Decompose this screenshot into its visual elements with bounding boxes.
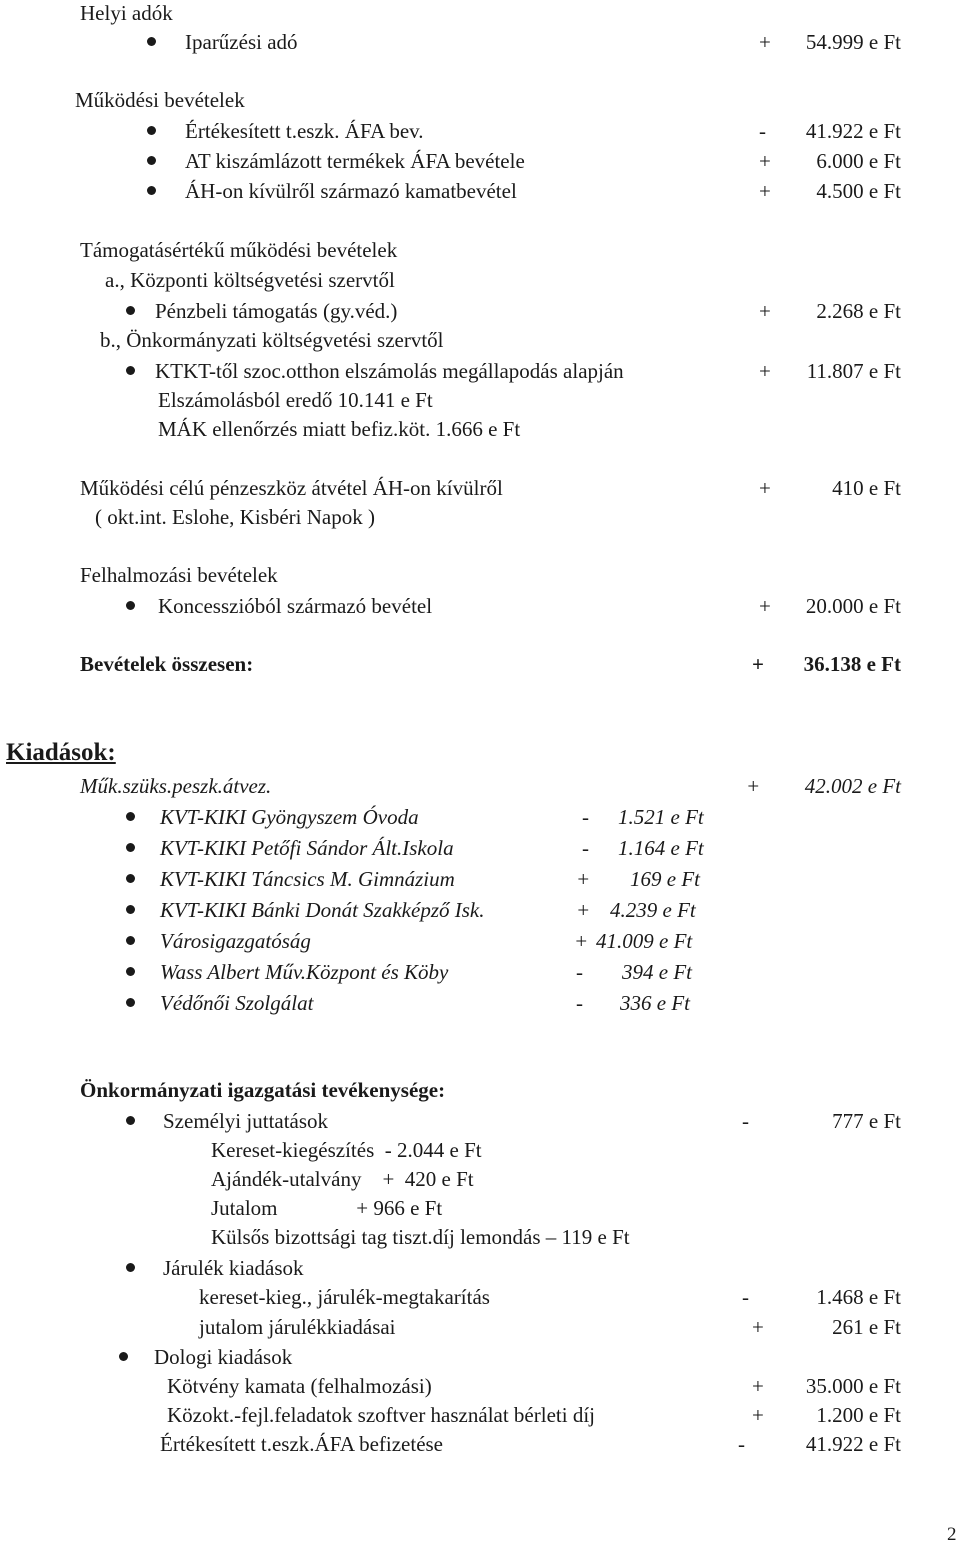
item-label: Dologi kiadások — [154, 1345, 293, 1369]
item-value: 1.164 e Ft — [618, 836, 704, 860]
detail-line: Jutalom + 966 e Ft — [211, 1196, 443, 1220]
total-sign: + — [752, 652, 764, 676]
item-value: 41.922 e Ft — [805, 1432, 901, 1456]
item-sign: + — [752, 1403, 764, 1427]
item-sign: - — [582, 836, 589, 860]
item-label: Értékesített t.eszk. ÁFA bev. — [185, 119, 424, 143]
bullet-icon — [126, 874, 135, 883]
subheading-muk: Műk.szüks.peszk.átvez. — [80, 774, 272, 798]
item-sign: - — [759, 119, 766, 143]
item-value: 4.500 e Ft — [816, 179, 901, 203]
detail-line: Külsős bizottsági tag tiszt.díj lemondás – 119 e Ft — [211, 1225, 630, 1249]
item-label: KVT-KIKI Táncsics M. Gimnázium — [160, 867, 455, 891]
detail-line: Kereset-kiegészítés - 2.044 e Ft — [211, 1138, 482, 1162]
subheading-a: a., Központi költségvetési szervtől — [105, 268, 395, 292]
item-sign: + — [759, 476, 771, 500]
item-value: 2.268 e Ft — [816, 299, 901, 323]
item-sign: + — [576, 898, 591, 922]
item-sign: - — [738, 1432, 745, 1456]
item-label: Személyi juttatások — [163, 1109, 329, 1133]
item-value: 169 e Ft — [630, 867, 700, 891]
item-value: 41.922 e Ft — [805, 119, 901, 143]
item-value: 6.000 e Ft — [816, 149, 901, 173]
item-label: Pénzbeli támogatás (gy.véd.) — [155, 299, 398, 323]
bullet-icon — [126, 905, 135, 914]
item-sign: - — [576, 960, 583, 984]
item-value: 1.200 e Ft — [816, 1403, 901, 1427]
item-value: 336 e Ft — [620, 991, 690, 1015]
detail-line: Ajándék-utalvány + 420 e Ft — [211, 1167, 474, 1191]
item-value: 20.000 e Ft — [805, 594, 901, 618]
section-line-penzeszkoz: Működési célú pénzeszköz átvétel ÁH-on kívülről — [80, 476, 503, 500]
item-label: AT kiszámlázott termékek ÁFA bevétele — [185, 149, 525, 173]
item-label: kereset-kieg., járulék-megtakarítás — [199, 1285, 490, 1309]
item-label: Védőnői Szolgálat — [160, 991, 314, 1015]
item-label: KVT-KIKI Gyöngyszem Óvoda — [160, 805, 419, 829]
bullet-icon — [147, 126, 156, 135]
bullet-icon — [126, 936, 135, 945]
item-label: ÁH-on kívülről származó kamatbevétel — [185, 179, 517, 203]
item-label: Járulék kiadások — [163, 1256, 304, 1280]
item-label: KVT-KIKI Bánki Donát Szakképző Isk. — [160, 898, 485, 922]
item-value: 394 e Ft — [622, 960, 692, 984]
bullet-icon — [119, 1352, 128, 1361]
item-value: 41.009 e Ft — [596, 929, 693, 953]
bullet-icon — [147, 37, 156, 46]
bullet-icon — [126, 967, 135, 976]
item-sign: + — [759, 299, 771, 323]
bullet-icon — [126, 998, 135, 1007]
item-sign: + — [759, 359, 771, 383]
section-heading-tamogatasertek: Támogatásértékű működési bevételek — [80, 238, 398, 262]
total-label: Bevételek összesen: — [80, 652, 254, 676]
item-label: Kötvény kamata (felhalmozási) — [167, 1374, 432, 1398]
item-label: Értékesített t.eszk.ÁFA befizetése — [160, 1432, 444, 1456]
page-number: 2 — [947, 1524, 957, 1545]
item-value: 35.000 e Ft — [805, 1374, 901, 1398]
item-label: Városigazgatóság — [160, 929, 311, 953]
section-heading-onkormanyzati: Önkormányzati igazgatási tevékenysége: — [80, 1078, 446, 1102]
bullet-icon — [126, 306, 135, 315]
item-value: 1.521 e Ft — [618, 805, 704, 829]
item-sign: - — [576, 991, 583, 1015]
note-line: Elszámolásból eredő 10.141 e Ft — [158, 388, 433, 412]
item-sign: + — [574, 929, 589, 953]
note-line: MÁK ellenőrzés miatt befiz.köt. 1.666 e Ft — [158, 417, 521, 441]
item-sign: - — [742, 1285, 749, 1309]
item-sign: + — [746, 774, 761, 798]
item-sign: + — [759, 594, 771, 618]
item-sign: - — [742, 1109, 749, 1133]
section-heading-kiadasok: Kiadások: — [6, 739, 116, 766]
item-sign: - — [582, 805, 589, 829]
item-sign: + — [752, 1374, 764, 1398]
item-sign: + — [752, 1315, 764, 1339]
item-label: jutalom járulékkiadásai — [199, 1315, 396, 1339]
item-sign: + — [576, 867, 591, 891]
item-value: 410 e Ft — [832, 476, 901, 500]
bullet-icon — [126, 601, 135, 610]
section-heading-helyi-adok: Helyi adók — [80, 1, 173, 25]
section-heading-mukodesi-bevetelek: Működési bevételek — [75, 88, 245, 112]
item-value: 1.468 e Ft — [816, 1285, 901, 1309]
item-value: 11.807 e Ft — [806, 359, 901, 383]
note-line: ( okt.int. Eslohe, Kisbéri Napok ) — [95, 505, 375, 529]
item-value: 261 e Ft — [832, 1315, 901, 1339]
item-value: 4.239 e Ft — [610, 898, 696, 922]
bullet-icon — [147, 186, 156, 195]
bullet-icon — [126, 366, 135, 375]
item-value: 777 e Ft — [832, 1109, 901, 1133]
item-label: Koncesszióból származó bevétel — [158, 594, 433, 618]
item-label: Wass Albert Műv.Központ és Köby — [160, 960, 449, 984]
bullet-icon — [147, 156, 156, 165]
subheading-b: b., Önkormányzati költségvetési szervtől — [100, 328, 444, 352]
section-heading-felhalmozasi: Felhalmozási bevételek — [80, 563, 278, 587]
item-label: KTKT-től szoc.otthon elszámolás megállapodás alapján — [155, 359, 624, 383]
bullet-icon — [126, 843, 135, 852]
item-sign: + — [759, 179, 771, 203]
total-value: 36.138 e Ft — [803, 652, 901, 676]
bullet-icon — [126, 1263, 135, 1272]
item-value: 54.999 e Ft — [805, 30, 901, 54]
item-sign: + — [759, 30, 771, 54]
item-value: 42.002 e Ft — [804, 774, 901, 798]
item-sign: + — [759, 149, 771, 173]
item-label: Közokt.-fejl.feladatok szoftver használat bérleti díj — [167, 1403, 595, 1427]
bullet-icon — [126, 812, 135, 821]
bullet-icon — [126, 1116, 135, 1125]
item-label: KVT-KIKI Petőfi Sándor Ált.Iskola — [160, 836, 454, 860]
item-label: Iparűzési adó — [185, 30, 298, 54]
